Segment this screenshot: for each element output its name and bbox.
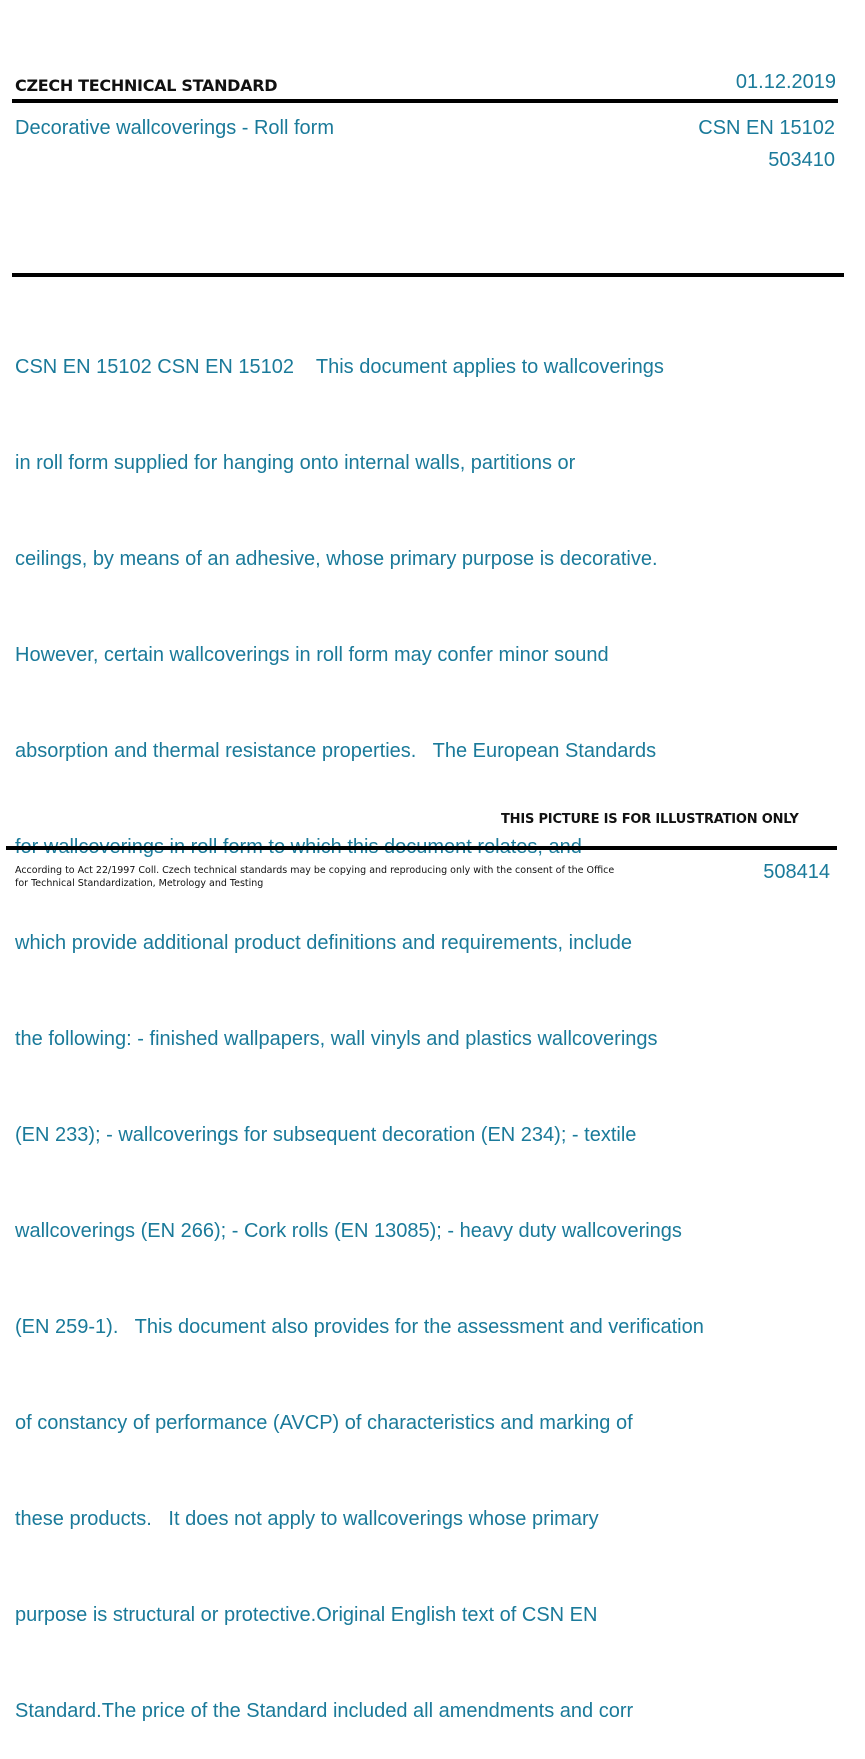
abstract-text <box>15 287 775 1759</box>
section-divider <box>12 273 844 277</box>
abstract-line: (EN 259-1). This document also provides for the assessment and verification <box>15 1316 704 1338</box>
abstract-line: (EN 233); - wallcoverings for subsequent decoration (EN 234); - textile <box>15 1124 637 1146</box>
abstract-line: of constancy of performance (AVCP) of characteristics and marking of <box>15 1412 633 1434</box>
document-type-label: CZECH TECHNICAL STANDARD <box>15 76 278 95</box>
illustration-disclaimer: THIS PICTURE IS FOR ILLUSTRATION ONLY <box>501 812 799 827</box>
legal-notice-line: for Technical Standardization, Metrology and Testing <box>15 878 264 889</box>
abstract-line: in roll form supplied for hanging onto internal walls, partitions or <box>15 452 576 474</box>
abstract-line: which provide additional product definitions and requirements, include <box>15 932 633 954</box>
header-divider <box>12 99 838 103</box>
abstract-line: CSN EN 15102 CSN EN 15102 This document applies to wallcoverings <box>15 356 664 378</box>
abstract-line: the following: - finished wallpapers, wall vinyls and plastics wallcoverings <box>15 1028 658 1050</box>
abstract-line: absorption and thermal resistance properties. The European Standards <box>15 740 657 762</box>
standard-title: Decorative wallcoverings - Roll form <box>15 117 334 139</box>
catalog-number: 508414 <box>763 861 830 883</box>
legal-notice <box>15 864 615 890</box>
standard-code: CSN EN 15102 <box>698 117 835 139</box>
abstract-line: ceilings, by means of an adhesive, whose primary purpose is decorative. <box>15 548 658 570</box>
abstract-line: purpose is structural or protective.Original English text of CSN EN <box>15 1604 598 1626</box>
abstract-line: wallcoverings (EN 266); - Cork rolls (EN 13085); - heavy duty wallcoverings <box>15 1220 682 1242</box>
publication-date: 01.12.2019 <box>735 71 836 93</box>
footer-divider <box>6 846 837 850</box>
abstract-line: However, certain wallcoverings in roll form may confer minor sound <box>15 644 609 666</box>
abstract-line: these products. It does not apply to wallcoverings whose primary <box>15 1508 599 1530</box>
classification-number: 503410 <box>768 149 835 171</box>
legal-notice-line: According to Act 22/1997 Coll. Czech technical standards may be copying and reproducing only with the consent of the Office <box>15 865 615 876</box>
abstract-line: Standard.The price of the Standard included all amendments and corr <box>15 1700 634 1722</box>
